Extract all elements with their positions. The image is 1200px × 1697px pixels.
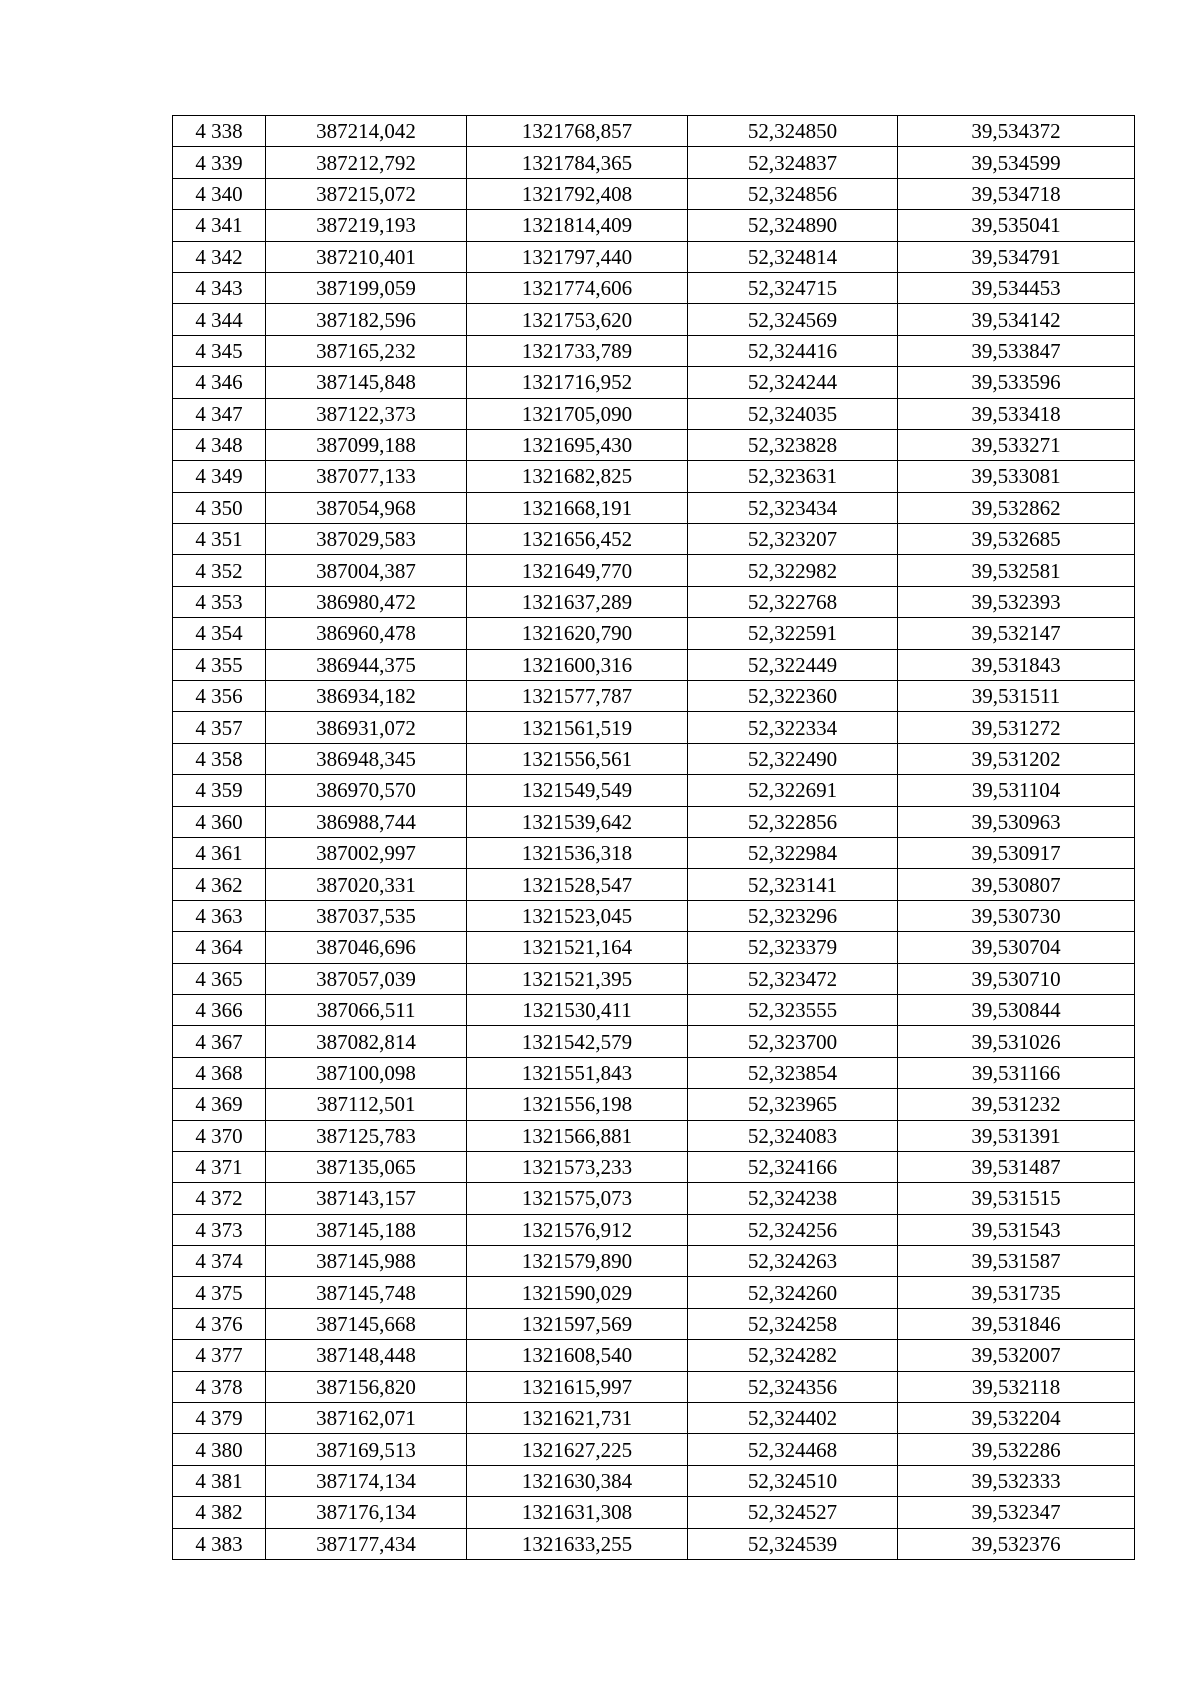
longitude-cell: 39,534599	[898, 147, 1135, 178]
x-coordinate-cell: 387125,783	[266, 1120, 467, 1151]
y-coordinate-cell: 1321792,408	[467, 178, 688, 209]
y-coordinate-cell: 1321590,029	[467, 1277, 688, 1308]
table-row	[173, 147, 1135, 178]
y-coordinate-cell: 1321521,395	[467, 963, 688, 994]
point-number-cell: 4 377	[173, 1340, 266, 1371]
x-coordinate-cell: 387020,331	[266, 869, 467, 900]
y-coordinate-cell: 1321577,787	[467, 681, 688, 712]
point-number-cell: 4 356	[173, 681, 266, 712]
longitude-cell: 39,533596	[898, 367, 1135, 398]
table-row	[173, 1089, 1135, 1120]
x-coordinate-cell: 387214,042	[266, 116, 467, 147]
point-number-cell: 4 347	[173, 398, 266, 429]
latitude-cell: 52,322982	[688, 555, 898, 586]
x-coordinate-cell: 386980,472	[266, 586, 467, 617]
longitude-cell: 39,531104	[898, 775, 1135, 806]
x-coordinate-cell: 387143,157	[266, 1183, 467, 1214]
point-number-cell: 4 365	[173, 963, 266, 994]
y-coordinate-cell: 1321814,409	[467, 210, 688, 241]
longitude-cell: 39,531232	[898, 1089, 1135, 1120]
latitude-cell: 52,323296	[688, 900, 898, 931]
longitude-cell: 39,532333	[898, 1465, 1135, 1496]
longitude-cell: 39,531487	[898, 1151, 1135, 1182]
x-coordinate-cell: 387082,814	[266, 1026, 467, 1057]
longitude-cell: 39,531515	[898, 1183, 1135, 1214]
y-coordinate-cell: 1321579,890	[467, 1246, 688, 1277]
longitude-cell: 39,533081	[898, 461, 1135, 492]
table-row	[173, 1371, 1135, 1402]
y-coordinate-cell: 1321608,540	[467, 1340, 688, 1371]
latitude-cell: 52,324569	[688, 304, 898, 335]
table-row	[173, 1057, 1135, 1088]
y-coordinate-cell: 1321620,790	[467, 618, 688, 649]
point-number-cell: 4 345	[173, 335, 266, 366]
latitude-cell: 52,324890	[688, 210, 898, 241]
table-row	[173, 1183, 1135, 1214]
latitude-cell: 52,322449	[688, 649, 898, 680]
latitude-cell: 52,322334	[688, 712, 898, 743]
point-number-cell: 4 378	[173, 1371, 266, 1402]
y-coordinate-cell: 1321630,384	[467, 1465, 688, 1496]
point-number-cell: 4 360	[173, 806, 266, 837]
x-coordinate-cell: 387145,188	[266, 1214, 467, 1245]
latitude-cell: 52,324527	[688, 1497, 898, 1528]
latitude-cell: 52,324282	[688, 1340, 898, 1371]
longitude-cell: 39,532685	[898, 524, 1135, 555]
x-coordinate-cell: 387212,792	[266, 147, 467, 178]
table-row	[173, 178, 1135, 209]
table-row	[173, 1277, 1135, 1308]
point-number-cell: 4 367	[173, 1026, 266, 1057]
latitude-cell: 52,323854	[688, 1057, 898, 1088]
point-number-cell: 4 383	[173, 1528, 266, 1559]
y-coordinate-cell: 1321523,045	[467, 900, 688, 931]
latitude-cell: 52,324083	[688, 1120, 898, 1151]
longitude-cell: 39,534453	[898, 272, 1135, 303]
point-number-cell: 4 372	[173, 1183, 266, 1214]
y-coordinate-cell: 1321649,770	[467, 555, 688, 586]
table-row	[173, 1465, 1135, 1496]
latitude-cell: 52,324510	[688, 1465, 898, 1496]
coordinates-table-body	[173, 116, 1135, 1560]
point-number-cell: 4 381	[173, 1465, 266, 1496]
longitude-cell: 39,530963	[898, 806, 1135, 837]
longitude-cell: 39,532581	[898, 555, 1135, 586]
table-row	[173, 994, 1135, 1025]
point-number-cell: 4 363	[173, 900, 266, 931]
point-number-cell: 4 364	[173, 932, 266, 963]
x-coordinate-cell: 387099,188	[266, 429, 467, 460]
point-number-cell: 4 339	[173, 147, 266, 178]
table-row	[173, 1026, 1135, 1057]
latitude-cell: 52,322360	[688, 681, 898, 712]
point-number-cell: 4 362	[173, 869, 266, 900]
y-coordinate-cell: 1321631,308	[467, 1497, 688, 1528]
latitude-cell: 52,322490	[688, 743, 898, 774]
y-coordinate-cell: 1321551,843	[467, 1057, 688, 1088]
table-row	[173, 272, 1135, 303]
y-coordinate-cell: 1321627,225	[467, 1434, 688, 1465]
point-number-cell: 4 353	[173, 586, 266, 617]
point-number-cell: 4 338	[173, 116, 266, 147]
point-number-cell: 4 361	[173, 837, 266, 868]
point-number-cell: 4 351	[173, 524, 266, 555]
longitude-cell: 39,535041	[898, 210, 1135, 241]
table-row	[173, 806, 1135, 837]
longitude-cell: 39,532007	[898, 1340, 1135, 1371]
x-coordinate-cell: 386944,375	[266, 649, 467, 680]
latitude-cell: 52,324258	[688, 1308, 898, 1339]
latitude-cell: 52,323965	[688, 1089, 898, 1120]
table-row	[173, 743, 1135, 774]
y-coordinate-cell: 1321549,549	[467, 775, 688, 806]
y-coordinate-cell: 1321768,857	[467, 116, 688, 147]
y-coordinate-cell: 1321597,569	[467, 1308, 688, 1339]
latitude-cell: 52,324468	[688, 1434, 898, 1465]
latitude-cell: 52,324035	[688, 398, 898, 429]
y-coordinate-cell: 1321753,620	[467, 304, 688, 335]
point-number-cell: 4 350	[173, 492, 266, 523]
latitude-cell: 52,322591	[688, 618, 898, 649]
longitude-cell: 39,534372	[898, 116, 1135, 147]
x-coordinate-cell: 387177,434	[266, 1528, 467, 1559]
x-coordinate-cell: 387057,039	[266, 963, 467, 994]
x-coordinate-cell: 387176,134	[266, 1497, 467, 1528]
table-row	[173, 1214, 1135, 1245]
latitude-cell: 52,323472	[688, 963, 898, 994]
point-number-cell: 4 348	[173, 429, 266, 460]
longitude-cell: 39,531202	[898, 743, 1135, 774]
y-coordinate-cell: 1321637,289	[467, 586, 688, 617]
longitude-cell: 39,530917	[898, 837, 1135, 868]
latitude-cell: 52,323434	[688, 492, 898, 523]
point-number-cell: 4 371	[173, 1151, 266, 1182]
x-coordinate-cell: 387122,373	[266, 398, 467, 429]
table-row	[173, 398, 1135, 429]
x-coordinate-cell: 387165,232	[266, 335, 467, 366]
table-row	[173, 1151, 1135, 1182]
y-coordinate-cell: 1321542,579	[467, 1026, 688, 1057]
point-number-cell: 4 343	[173, 272, 266, 303]
table-row	[173, 461, 1135, 492]
table-row	[173, 932, 1135, 963]
y-coordinate-cell: 1321536,318	[467, 837, 688, 868]
table-row	[173, 1434, 1135, 1465]
table-row	[173, 1403, 1135, 1434]
x-coordinate-cell: 387148,448	[266, 1340, 467, 1371]
table-row	[173, 335, 1135, 366]
longitude-cell: 39,532862	[898, 492, 1135, 523]
x-coordinate-cell: 386970,570	[266, 775, 467, 806]
y-coordinate-cell: 1321576,912	[467, 1214, 688, 1245]
x-coordinate-cell: 387002,997	[266, 837, 467, 868]
point-number-cell: 4 341	[173, 210, 266, 241]
x-coordinate-cell: 387199,059	[266, 272, 467, 303]
point-number-cell: 4 376	[173, 1308, 266, 1339]
longitude-cell: 39,531543	[898, 1214, 1135, 1245]
y-coordinate-cell: 1321668,191	[467, 492, 688, 523]
y-coordinate-cell: 1321566,881	[467, 1120, 688, 1151]
latitude-cell: 52,323207	[688, 524, 898, 555]
y-coordinate-cell: 1321705,090	[467, 398, 688, 429]
x-coordinate-cell: 387037,535	[266, 900, 467, 931]
point-number-cell: 4 368	[173, 1057, 266, 1088]
latitude-cell: 52,324260	[688, 1277, 898, 1308]
latitude-cell: 52,323379	[688, 932, 898, 963]
longitude-cell: 39,530704	[898, 932, 1135, 963]
x-coordinate-cell: 387145,748	[266, 1277, 467, 1308]
y-coordinate-cell: 1321539,642	[467, 806, 688, 837]
x-coordinate-cell: 387215,072	[266, 178, 467, 209]
table-row	[173, 1340, 1135, 1371]
table-row	[173, 712, 1135, 743]
latitude-cell: 52,322691	[688, 775, 898, 806]
point-number-cell: 4 366	[173, 994, 266, 1025]
latitude-cell: 52,324814	[688, 241, 898, 272]
table-row	[173, 837, 1135, 868]
table-row	[173, 116, 1135, 147]
y-coordinate-cell: 1321615,997	[467, 1371, 688, 1402]
latitude-cell: 52,322984	[688, 837, 898, 868]
latitude-cell: 52,322856	[688, 806, 898, 837]
longitude-cell: 39,531511	[898, 681, 1135, 712]
table-row	[173, 775, 1135, 806]
x-coordinate-cell: 387169,513	[266, 1434, 467, 1465]
x-coordinate-cell: 387004,387	[266, 555, 467, 586]
point-number-cell: 4 373	[173, 1214, 266, 1245]
y-coordinate-cell: 1321656,452	[467, 524, 688, 555]
x-coordinate-cell: 387046,696	[266, 932, 467, 963]
latitude-cell: 52,324402	[688, 1403, 898, 1434]
point-number-cell: 4 358	[173, 743, 266, 774]
x-coordinate-cell: 387135,065	[266, 1151, 467, 1182]
longitude-cell: 39,532204	[898, 1403, 1135, 1434]
point-number-cell: 4 370	[173, 1120, 266, 1151]
table-row	[173, 1497, 1135, 1528]
point-number-cell: 4 375	[173, 1277, 266, 1308]
longitude-cell: 39,534142	[898, 304, 1135, 335]
point-number-cell: 4 379	[173, 1403, 266, 1434]
x-coordinate-cell: 386988,744	[266, 806, 467, 837]
y-coordinate-cell: 1321528,547	[467, 869, 688, 900]
latitude-cell: 52,324238	[688, 1183, 898, 1214]
coordinates-table	[172, 115, 1135, 1560]
x-coordinate-cell: 386934,182	[266, 681, 467, 712]
longitude-cell: 39,532347	[898, 1497, 1135, 1528]
y-coordinate-cell: 1321716,952	[467, 367, 688, 398]
y-coordinate-cell: 1321575,073	[467, 1183, 688, 1214]
table-row	[173, 1246, 1135, 1277]
x-coordinate-cell: 387029,583	[266, 524, 467, 555]
point-number-cell: 4 352	[173, 555, 266, 586]
point-number-cell: 4 355	[173, 649, 266, 680]
x-coordinate-cell: 387100,098	[266, 1057, 467, 1088]
x-coordinate-cell: 387145,848	[266, 367, 467, 398]
point-number-cell: 4 357	[173, 712, 266, 743]
longitude-cell: 39,533847	[898, 335, 1135, 366]
y-coordinate-cell: 1321556,561	[467, 743, 688, 774]
x-coordinate-cell: 387182,596	[266, 304, 467, 335]
point-number-cell: 4 342	[173, 241, 266, 272]
table-row	[173, 429, 1135, 460]
table-row	[173, 869, 1135, 900]
y-coordinate-cell: 1321561,519	[467, 712, 688, 743]
latitude-cell: 52,324416	[688, 335, 898, 366]
latitude-cell: 52,324256	[688, 1214, 898, 1245]
longitude-cell: 39,532286	[898, 1434, 1135, 1465]
y-coordinate-cell: 1321695,430	[467, 429, 688, 460]
y-coordinate-cell: 1321797,440	[467, 241, 688, 272]
longitude-cell: 39,531587	[898, 1246, 1135, 1277]
point-number-cell: 4 369	[173, 1089, 266, 1120]
point-number-cell: 4 344	[173, 304, 266, 335]
point-number-cell: 4 340	[173, 178, 266, 209]
table-row	[173, 555, 1135, 586]
longitude-cell: 39,533418	[898, 398, 1135, 429]
x-coordinate-cell: 387210,401	[266, 241, 467, 272]
x-coordinate-cell: 386960,478	[266, 618, 467, 649]
longitude-cell: 39,533271	[898, 429, 1135, 460]
y-coordinate-cell: 1321521,164	[467, 932, 688, 963]
table-row	[173, 1528, 1135, 1559]
y-coordinate-cell: 1321682,825	[467, 461, 688, 492]
table-row	[173, 963, 1135, 994]
point-number-cell: 4 374	[173, 1246, 266, 1277]
latitude-cell: 52,323828	[688, 429, 898, 460]
latitude-cell: 52,323141	[688, 869, 898, 900]
longitude-cell: 39,534791	[898, 241, 1135, 272]
latitude-cell: 52,323555	[688, 994, 898, 1025]
longitude-cell: 39,532147	[898, 618, 1135, 649]
table-row	[173, 524, 1135, 555]
x-coordinate-cell: 387145,988	[266, 1246, 467, 1277]
x-coordinate-cell: 387112,501	[266, 1089, 467, 1120]
table-row	[173, 681, 1135, 712]
y-coordinate-cell: 1321600,316	[467, 649, 688, 680]
table-row	[173, 210, 1135, 241]
longitude-cell: 39,532118	[898, 1371, 1135, 1402]
y-coordinate-cell: 1321621,731	[467, 1403, 688, 1434]
table-row	[173, 492, 1135, 523]
longitude-cell: 39,534718	[898, 178, 1135, 209]
table-row	[173, 649, 1135, 680]
longitude-cell: 39,532393	[898, 586, 1135, 617]
longitude-cell: 39,531272	[898, 712, 1135, 743]
y-coordinate-cell: 1321784,365	[467, 147, 688, 178]
longitude-cell: 39,530844	[898, 994, 1135, 1025]
latitude-cell: 52,324856	[688, 178, 898, 209]
y-coordinate-cell: 1321530,411	[467, 994, 688, 1025]
table-row	[173, 586, 1135, 617]
latitude-cell: 52,324166	[688, 1151, 898, 1182]
point-number-cell: 4 354	[173, 618, 266, 649]
longitude-cell: 39,531391	[898, 1120, 1135, 1151]
x-coordinate-cell: 387162,071	[266, 1403, 467, 1434]
latitude-cell: 52,324263	[688, 1246, 898, 1277]
point-number-cell: 4 380	[173, 1434, 266, 1465]
table-row	[173, 241, 1135, 272]
longitude-cell: 39,531846	[898, 1308, 1135, 1339]
x-coordinate-cell: 387156,820	[266, 1371, 467, 1402]
latitude-cell: 52,324837	[688, 147, 898, 178]
latitude-cell: 52,324244	[688, 367, 898, 398]
x-coordinate-cell: 386931,072	[266, 712, 467, 743]
x-coordinate-cell: 387145,668	[266, 1308, 467, 1339]
longitude-cell: 39,530710	[898, 963, 1135, 994]
y-coordinate-cell: 1321774,606	[467, 272, 688, 303]
point-number-cell: 4 346	[173, 367, 266, 398]
point-number-cell: 4 359	[173, 775, 266, 806]
longitude-cell: 39,531166	[898, 1057, 1135, 1088]
table-row	[173, 304, 1135, 335]
table-row	[173, 618, 1135, 649]
latitude-cell: 52,324715	[688, 272, 898, 303]
longitude-cell: 39,531735	[898, 1277, 1135, 1308]
longitude-cell: 39,530730	[898, 900, 1135, 931]
latitude-cell: 52,324850	[688, 116, 898, 147]
latitude-cell: 52,323631	[688, 461, 898, 492]
longitude-cell: 39,531026	[898, 1026, 1135, 1057]
point-number-cell: 4 382	[173, 1497, 266, 1528]
latitude-cell: 52,322768	[688, 586, 898, 617]
y-coordinate-cell: 1321573,233	[467, 1151, 688, 1182]
longitude-cell: 39,531843	[898, 649, 1135, 680]
x-coordinate-cell: 386948,345	[266, 743, 467, 774]
latitude-cell: 52,323700	[688, 1026, 898, 1057]
table-row	[173, 1120, 1135, 1151]
longitude-cell: 39,530807	[898, 869, 1135, 900]
x-coordinate-cell: 387077,133	[266, 461, 467, 492]
point-number-cell: 4 349	[173, 461, 266, 492]
longitude-cell: 39,532376	[898, 1528, 1135, 1559]
table-row	[173, 367, 1135, 398]
x-coordinate-cell: 387174,134	[266, 1465, 467, 1496]
x-coordinate-cell: 387219,193	[266, 210, 467, 241]
y-coordinate-cell: 1321733,789	[467, 335, 688, 366]
x-coordinate-cell: 387066,511	[266, 994, 467, 1025]
table-row	[173, 900, 1135, 931]
x-coordinate-cell: 387054,968	[266, 492, 467, 523]
table-row	[173, 1308, 1135, 1339]
latitude-cell: 52,324539	[688, 1528, 898, 1559]
y-coordinate-cell: 1321556,198	[467, 1089, 688, 1120]
latitude-cell: 52,324356	[688, 1371, 898, 1402]
y-coordinate-cell: 1321633,255	[467, 1528, 688, 1559]
